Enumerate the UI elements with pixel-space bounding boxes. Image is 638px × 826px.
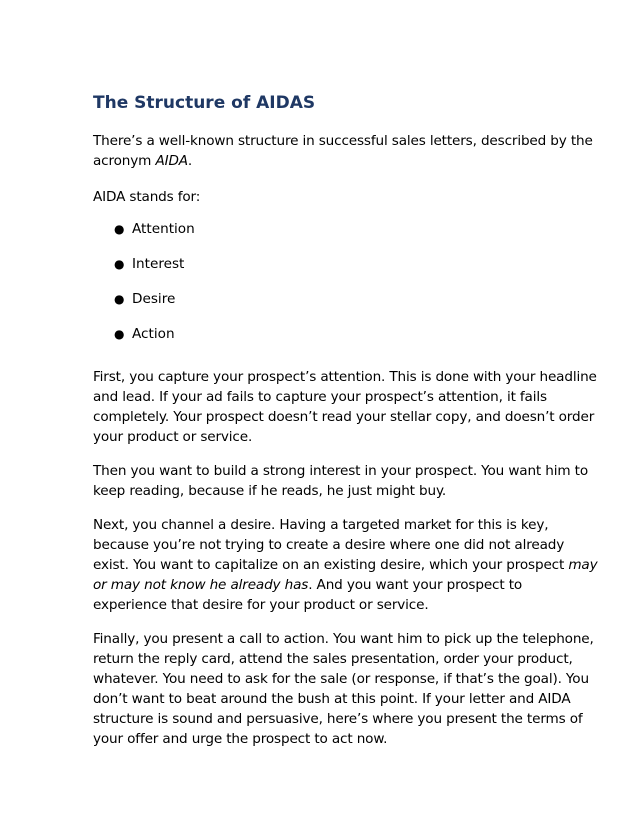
aida-list bbox=[93, 219, 598, 359]
aida-stands-for: AIDA stands for: bbox=[93, 189, 201, 205]
bullet-icon: ● bbox=[114, 222, 125, 236]
paragraph-action: Finally, you present a call to action. You want him to pick up the telephone, return the reply card, attend the sales presentation, order your product, whatever. You need to ask for the sale (or response, if that’s the goal). You don’t want to beat around the bush at this point. If your letter and AIDA structure is sound and persuasive, here’s where you present the terms of your offer and urge the prospect to act now. bbox=[93, 631, 594, 747]
intro-acronym: AIDA bbox=[155, 153, 188, 169]
paragraph-desire bbox=[93, 515, 598, 615]
list-item-action bbox=[114, 324, 598, 359]
desire-emphasis: may or may not know he already has bbox=[93, 557, 598, 593]
list-item-label: Attention bbox=[132, 221, 195, 237]
paragraph-interest: Then you want to build a strong interest in your prospect. You want him to keep reading, because if he reads, he just might buy. bbox=[93, 463, 588, 499]
list-item-attention bbox=[114, 219, 598, 254]
bullet-icon: ● bbox=[114, 257, 125, 271]
intro-period: . bbox=[187, 153, 193, 169]
bullet-icon: ● bbox=[114, 292, 125, 306]
list-item-label: Action bbox=[132, 326, 175, 342]
intro-paragraph bbox=[93, 131, 598, 171]
intro-text: There’s a well-known structure in successful sales letters, described by the acronym bbox=[93, 133, 593, 169]
desire-text-after: . And you want your prospect to experience that desire for your product or service. bbox=[93, 577, 523, 613]
list-item-interest bbox=[114, 254, 598, 289]
desire-text-before: Next, you channel a desire. Having a targeted market for this is key, because you’re not trying to create a desire where one did not already exist. You want to capitalize on an existing desire, which your prospect bbox=[93, 517, 569, 573]
paragraph-attention: First, you capture your prospect’s attention. This is done with your headline and lead. If your ad fails to capture your prospect’s attention, it fails completely. Your prospect doesn’t read your stellar copy, and doesn’t order your product or service. bbox=[93, 369, 597, 445]
list-item-desire bbox=[114, 289, 598, 324]
list-item-label: Desire bbox=[132, 291, 176, 307]
list-item-label: Interest bbox=[132, 256, 185, 272]
bullet-icon: ● bbox=[114, 327, 125, 341]
document-heading: The Structure of AIDAS bbox=[93, 93, 316, 113]
